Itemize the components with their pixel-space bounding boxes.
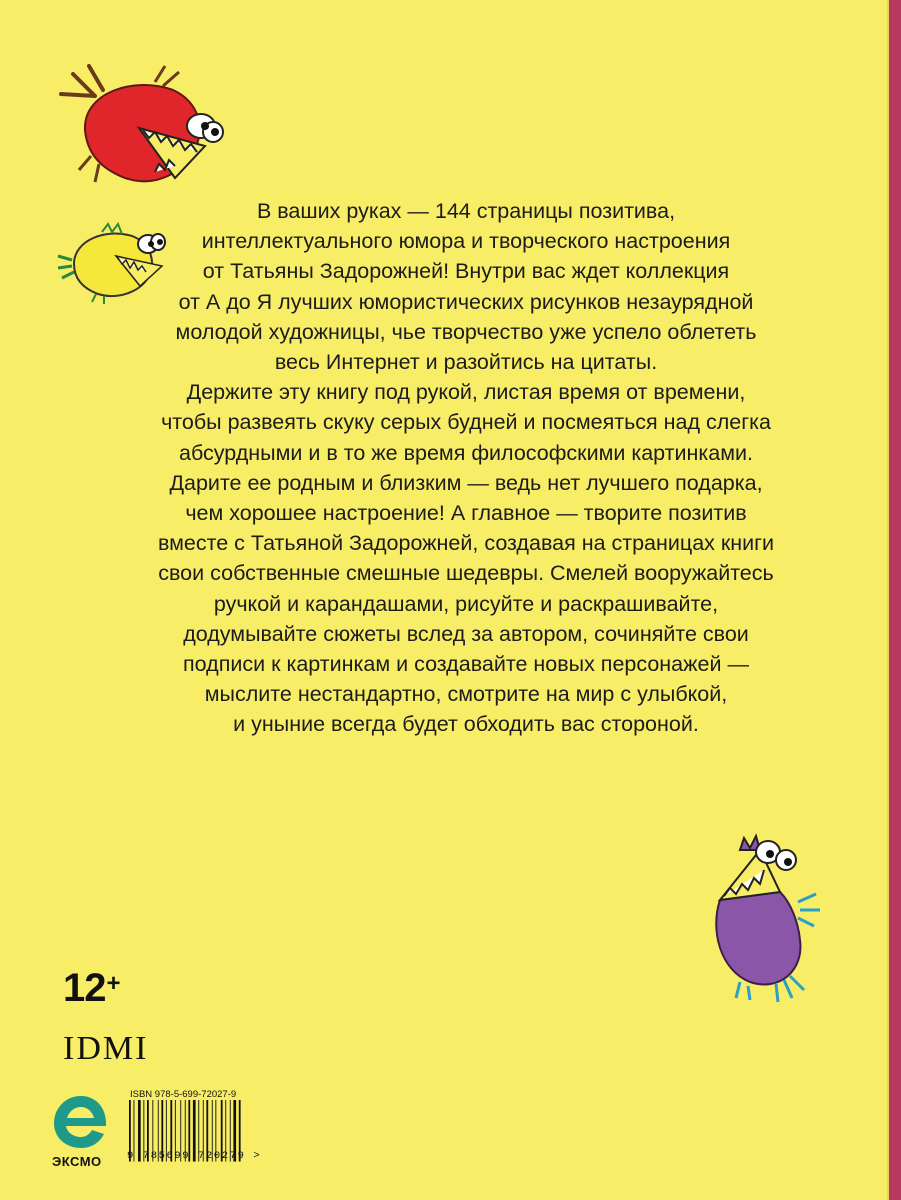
age-rating-number: 12	[63, 966, 106, 1010]
spine-strip	[889, 0, 901, 1200]
blurb-line: и уныние всегда будет обходить вас стороной.	[233, 712, 699, 737]
imprint-logo: IDMI	[63, 1030, 149, 1067]
red-monster-fish-illustration	[55, 60, 225, 200]
purple-monster-fish-illustration	[700, 830, 830, 1005]
blurb-line: от А до Я лучших юмористических рисунков незаурядной	[178, 289, 754, 314]
age-rating-plus: +	[106, 970, 120, 997]
isbn-label: ISBN 978-5-699-72027-9	[130, 1089, 237, 1100]
blurb-line: Держите эту книгу под рукой, листая время от времени,	[186, 380, 746, 405]
blurb-line: додумывайте сюжеты вслед за автором, сочиняйте свои	[183, 621, 749, 646]
blurb-line: чтобы развеять скуку серых будней и посмеяться над слегка	[161, 410, 771, 435]
blurb-line: вместе с Татьяной Задорожней, создавая на страницах книги	[157, 531, 775, 556]
blurb-line: от Татьяны Задорожней! Внутри вас ждет коллекция	[202, 259, 730, 284]
blurb-line: свои собственные смешные шедевры. Смелей вооружайтесь	[158, 561, 774, 586]
publisher-logo-text: ЭКСМО	[52, 1154, 102, 1169]
blurb-line: чем хорошее настроение! А главное — творите позитив	[185, 501, 747, 526]
eksmo-logo-icon	[48, 1090, 114, 1162]
isbn-digits: 9 785699 720279 >	[127, 1150, 262, 1162]
blurb-line: В ваших руках — 144 страницы позитива,	[256, 199, 676, 223]
blurb-line: подписи к картинкам и создавайте новых персонажей —	[183, 652, 749, 677]
blurb-line: мыслите нестандартно, смотрите на мир с улыбкой,	[204, 682, 728, 707]
blurb-line: интеллектуального юмора и творческого настроения	[201, 229, 731, 254]
age-rating	[63, 966, 120, 1011]
blurb-line: весь Интернет и разойтись на цитаты.	[274, 350, 658, 375]
blurb-line: абсурдными и в то же время философскими картинками.	[178, 440, 753, 465]
blurb-line: молодой художницы, чье творчество уже успело облететь	[175, 319, 757, 344]
blurb-line: ручкой и карандашами, рисуйте и раскрашивайте,	[213, 591, 719, 616]
blurb-line: Дарите ее родным и близким — ведь нет лучшего подарка,	[169, 470, 763, 495]
blurb-text	[140, 196, 792, 740]
